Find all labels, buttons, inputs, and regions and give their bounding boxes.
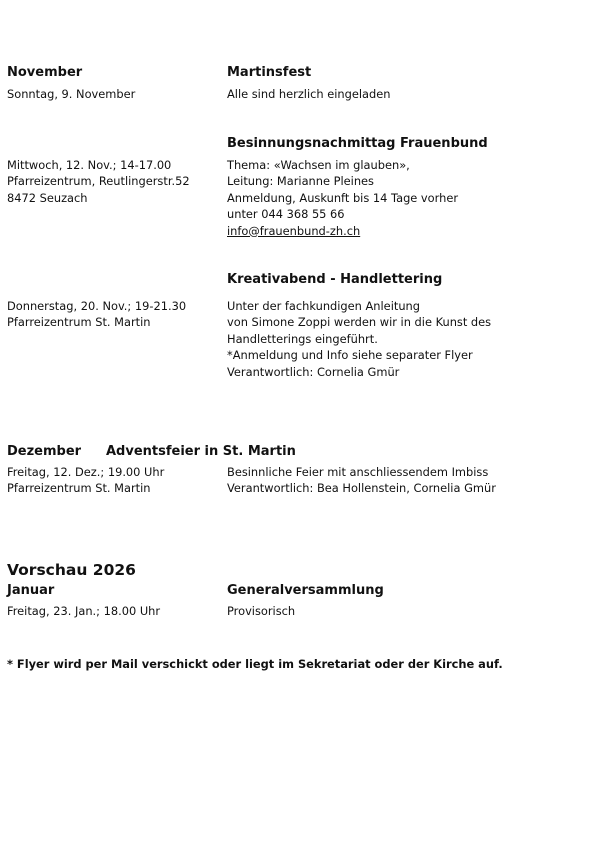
info-line: *Anmeldung und Info siehe separater Flyer	[227, 348, 473, 363]
info-line: unter 044 368 55 66	[227, 207, 345, 222]
event-title-adventsfeier: Adventsfeier in St. Martin	[106, 444, 296, 459]
when-line: Mittwoch, 12. Nov.; 14-17.00	[7, 158, 172, 172]
event-text-martinsfest: Alle sind herzlich eingeladen	[227, 87, 391, 101]
footnote: * Flyer wird per Mail verschickt oder liegt im Sekretariat oder der Kirche auf.	[7, 657, 503, 671]
preview-heading: Vorschau 2026	[7, 561, 136, 579]
month-heading-januar: Januar	[7, 583, 55, 598]
when-line: Pfarreizentrum St. Martin	[7, 315, 151, 330]
when-line: Freitag, 12. Dez.; 19.00 Uhr	[7, 465, 165, 479]
event-date-generalversammlung: Freitag, 23. Jan.; 18.00 Uhr	[7, 604, 161, 618]
info-line: Verantwortlich: Cornelia Gmür	[227, 364, 400, 379]
event-info-kreativabend	[227, 298, 491, 380]
info-line: Verantwortlich: Bea Hollenstein, Cornelia Gmür	[227, 481, 496, 496]
info-line: Unter der fachkundigen Anleitung	[227, 299, 420, 313]
when-line: Pfarreizentrum St. Martin	[7, 481, 151, 496]
info-line: Besinnliche Feier mit anschliessendem Imbiss	[227, 465, 489, 479]
when-line: 8472 Seuzach	[7, 190, 88, 205]
event-info-besinnung	[227, 157, 458, 239]
email-link[interactable]: info@frauenbund-zh.ch	[227, 223, 361, 238]
info-line: von Simone Zoppi werden wir in die Kunst des	[227, 315, 492, 330]
info-line: Anmeldung, Auskunft bis 14 Tage vorher	[227, 190, 459, 205]
when-line: Donnerstag, 20. Nov.; 19-21.30	[7, 299, 187, 313]
info-line: Handletterings eingeführt.	[227, 331, 378, 346]
info-line: Leitung: Marianne Pleines	[227, 174, 374, 189]
event-when-besinnung	[7, 157, 190, 206]
event-title-martinsfest: Martinsfest	[227, 65, 312, 80]
when-line: Pfarreizentrum, Reutlingerstr.52	[7, 174, 190, 189]
event-when-adventsfeier	[7, 464, 164, 497]
info-line: Thema: «Wachsen im glauben»,	[227, 158, 410, 172]
event-info-adventsfeier	[227, 464, 496, 497]
month-heading-november: November	[7, 65, 83, 80]
event-date-martinsfest: Sonntag, 9. November	[7, 87, 136, 101]
month-heading-dezember: Dezember	[7, 444, 82, 459]
event-when-kreativabend	[7, 298, 186, 331]
event-title-besinnung: Besinnungsnachmittag Frauenbund	[227, 136, 488, 151]
event-title-generalversammlung: Generalversammlung	[227, 583, 384, 598]
event-text-generalversammlung: Provisorisch	[227, 604, 296, 618]
event-title-kreativabend: Kreativabend - Handlettering	[227, 272, 443, 287]
